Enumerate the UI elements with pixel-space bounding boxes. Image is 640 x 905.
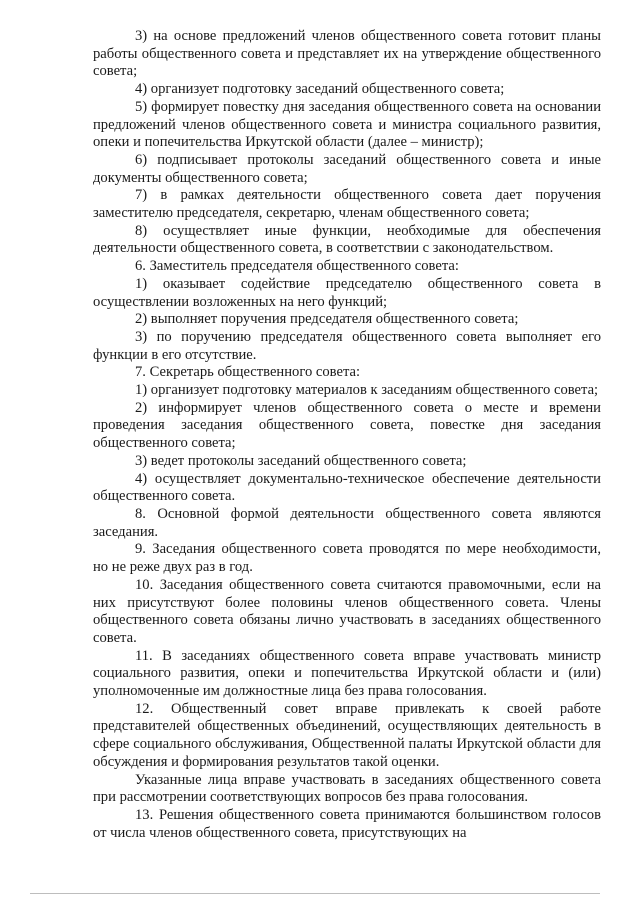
paragraph-chair-duty-3: 3) на основе предложений членов общественного совета готовит планы работы общественного совета и представляет их на утверждение общественного совета;: [93, 28, 601, 80]
section-8: 8. Основной формой деятельности общественного совета являются заседания.: [93, 505, 601, 540]
page-bottom-edge: [30, 893, 600, 894]
paragraph-chair-duty-6: 6) подписывает протоколы заседаний общественного совета и иные документы общественного совета;: [93, 151, 601, 186]
paragraph-secretary-duty-1: 1) организует подготовку материалов к заседаниям общественного совета;: [135, 382, 599, 399]
paragraph-secretary-duty-2: 2) информирует членов общественного совета о месте и времени проведения заседания общественного совета, повестке дня заседания общественного совета;: [93, 399, 601, 452]
paragraph-deputy-duty-1: 1) оказывает содействие председателю общественного совета в осуществлении возложенных на него функций;: [93, 275, 601, 310]
paragraph-secretary-duty-3: 3) ведет протоколы заседаний общественного совета;: [135, 452, 467, 469]
paragraph-chair-duty-5: 5) формирует повестку дня заседания общественного совета на основании предложений членов общественного совета и министра социального развития, опеки и попечительства Иркутской области (далее – министр);: [93, 98, 601, 151]
paragraph-deputy-duty-3: 3) по поручению председателя общественного совета выполняет его функции в его отсутствие.: [93, 328, 601, 363]
section-13: 13. Решения общественного совета принимаются большинством голосов от числа членов общественного совета, присутствующих на: [93, 806, 601, 841]
paragraph-chair-duty-8: 8) осуществляет иные функции, необходимые для обеспечения деятельности общественного совета, в соответствии с законодательством.: [93, 222, 601, 257]
section-7-heading: 7. Секретарь общественного совета:: [135, 364, 361, 381]
document-page: [93, 28, 601, 842]
section-9: 9. Заседания общественного совета проводятся по мере необходимости, но не реже двух раз в год.: [93, 541, 601, 576]
paragraph-invited-persons: Указанные лица вправе участвовать в заседаниях общественного совета при рассмотрении соответствующих вопросов без права голосования.: [93, 771, 601, 806]
section-12: 12. Общественный совет вправе привлекать к своей работе представителей общественных объединений, осуществляющих деятельность в сфере социального обслуживания, Общественной палаты Иркутской области для обсуждения и формирования результатов такой оценки.: [93, 700, 601, 770]
section-6-heading: 6. Заместитель председателя общественного совета:: [135, 258, 459, 275]
paragraph-chair-duty-4: 4) организует подготовку заседаний общественного совета;: [135, 81, 505, 98]
paragraph-deputy-duty-2: 2) выполняет поручения председателя общественного совета;: [135, 311, 519, 328]
paragraph-secretary-duty-4: 4) осуществляет документально-техническое обеспечение деятельности общественного совета.: [93, 470, 601, 505]
paragraph-chair-duty-7: 7) в рамках деятельности общественного совета дает поручения заместителю председателя, секретарю, членам общественного совета;: [93, 187, 601, 222]
section-11: 11. В заседаниях общественного совета вправе участвовать министр социального развития, опеки и попечительства Иркутской области и (или) уполномоченные им должностные лица без права голосования.: [93, 647, 601, 700]
section-10: 10. Заседания общественного совета считаются правомочными, если на них присутствуют более половины членов общественного совета. Члены общественного совета обязаны лично участвовать в заседаниях общественного совета.: [93, 576, 601, 646]
